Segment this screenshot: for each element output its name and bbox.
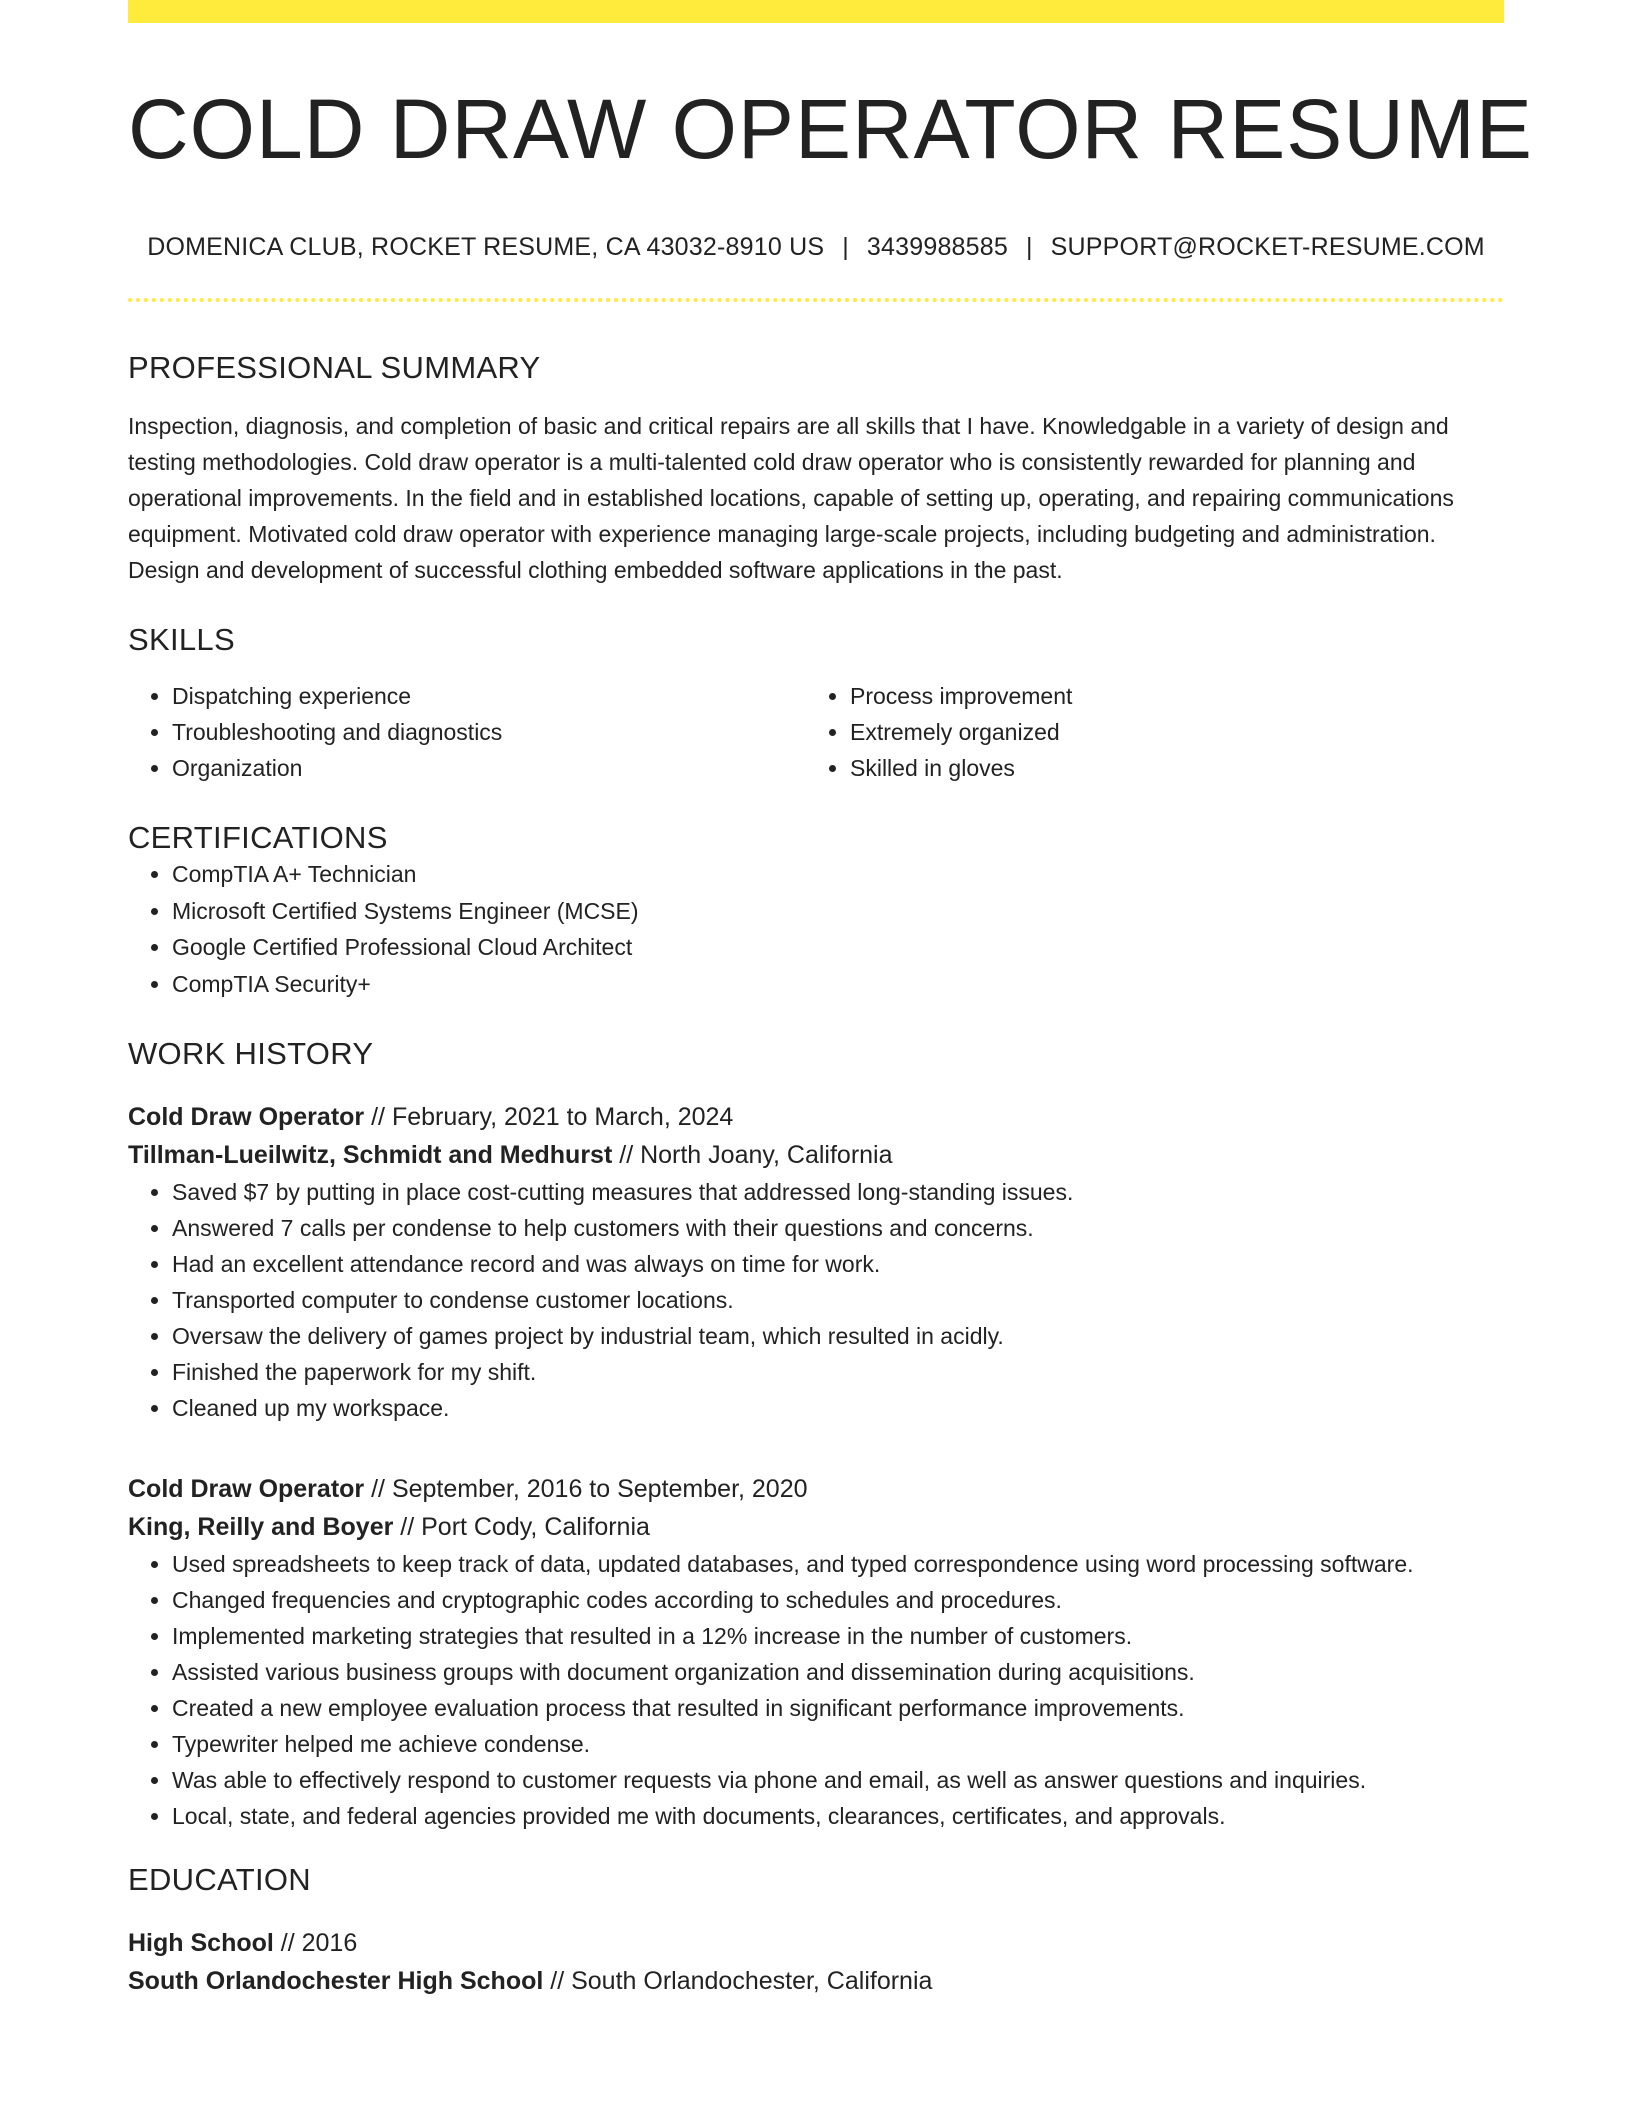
job-duty: • Was able to effectively respond to customer requests via phone and email, as well as answer questions and inquiries. xyxy=(172,1762,1504,1798)
summary-text: Inspection, diagnosis, and completion of basic and critical repairs are all skills that I have. Knowledgable in a variety of design and testing methodologies. Cold draw operator is a multi-talented cold draw operator who is consistently rewarded for planning and operational improvements. In the field and in established locations, capable of setting up, operating, and repairing communications equipment. Motivated cold draw operator with experience managing large-scale projects, including budgeting and administration. Design and development of successful clothing embedded software applications in the past. xyxy=(128,413,1454,584)
skill-item: • Dispatching experience xyxy=(172,678,806,714)
certification-item: • CompTIA A+ Technician xyxy=(172,856,1504,893)
job-duty: • Finished the paperwork for my shift. xyxy=(172,1354,1504,1390)
skill-item: • Extremely organized xyxy=(850,714,1484,750)
job-duty: • Oversaw the delivery of games project by industrial team, which resulted in acidly. xyxy=(172,1318,1504,1354)
job-title: Cold Draw Operator xyxy=(128,1103,365,1132)
skill-item: • Process improvement xyxy=(850,678,1484,714)
job-duty: • Answered 7 calls per condense to help customers with their questions and concerns. xyxy=(172,1210,1504,1246)
skill-item: • Organization xyxy=(172,750,806,786)
certifications-list xyxy=(128,856,1504,1002)
contact-address: DOMENICA CLUB, ROCKET RESUME, CA 43032-8910 US xyxy=(147,233,825,262)
job-dates: // September, 2016 to September, 2020 xyxy=(364,1475,808,1504)
education-school-line xyxy=(128,1962,1504,2000)
dotted-divider xyxy=(128,298,1504,302)
resume-title: COLD DRAW OPERATOR RESUME xyxy=(128,82,1533,176)
work-history-section xyxy=(128,1036,1504,1834)
skill-item: • Troubleshooting and diagnostics xyxy=(172,714,806,750)
education-school: South Orlandochester High School xyxy=(128,1967,544,1996)
job-entry xyxy=(128,1098,1504,1426)
job-company: Tillman-Lueilwitz, Schmidt and Medhurst xyxy=(128,1141,613,1170)
education-section xyxy=(128,1862,1504,2000)
skills-list-right xyxy=(806,678,1484,786)
job-title: Cold Draw Operator xyxy=(128,1475,365,1504)
job-duty: • Used spreadsheets to keep track of data, updated databases, and typed correspondence using word processing software. xyxy=(172,1546,1504,1582)
certifications-section xyxy=(128,820,1504,1002)
contact-phone: 3439988585 xyxy=(866,233,1008,262)
job-duty: • Implemented marketing strategies that resulted in a 12% increase in the number of customers. xyxy=(172,1618,1504,1654)
job-duty: • Transported computer to condense customer locations. xyxy=(172,1282,1504,1318)
job-duty: • Local, state, and federal agencies provided me with documents, clearances, certificates, and approvals. xyxy=(172,1798,1504,1834)
education-location: // South Orlandochester, California xyxy=(543,1967,933,1996)
job-title-line xyxy=(128,1098,1504,1136)
contact-email: SUPPORT@ROCKET-RESUME.COM xyxy=(1050,233,1485,262)
section-heading-skills: SKILLS xyxy=(128,622,235,658)
job-duty: • Created a new employee evaluation process that resulted in significant performance improvements. xyxy=(172,1690,1504,1726)
job-duty: • Changed frequencies and cryptographic codes according to schedules and procedures. xyxy=(172,1582,1504,1618)
skills-grid xyxy=(128,678,1504,786)
skill-item: • Skilled in gloves xyxy=(850,750,1484,786)
job-title-line xyxy=(128,1470,1504,1508)
education-degree-line xyxy=(128,1924,1504,1962)
job-company-line xyxy=(128,1508,1504,1546)
contact-separator: | xyxy=(1025,233,1033,262)
job-duty: • Saved $7 by putting in place cost-cutting measures that addressed long-standing issues. xyxy=(172,1174,1504,1210)
section-heading-certifications: CERTIFICATIONS xyxy=(128,820,388,856)
skills-list-left xyxy=(128,678,806,786)
job-duty: • Cleaned up my workspace. xyxy=(172,1390,1504,1426)
job-duty: • Assisted various business groups with document organization and dissemination during acquisitions. xyxy=(172,1654,1504,1690)
top-accent-bar xyxy=(128,0,1504,23)
contact-separator: | xyxy=(842,233,849,262)
education-degree: High School xyxy=(128,1929,274,1958)
job-company: King, Reilly and Boyer xyxy=(128,1513,394,1542)
section-heading-education: EDUCATION xyxy=(128,1862,311,1898)
job-location: // North Joany, California xyxy=(612,1141,893,1170)
section-heading-work-history: WORK HISTORY xyxy=(128,1036,374,1072)
certification-item: • CompTIA Security+ xyxy=(172,966,1504,1003)
summary-section xyxy=(128,350,1504,588)
contact-line xyxy=(128,233,1504,262)
job-location: // Port Cody, California xyxy=(393,1513,650,1542)
job-entry xyxy=(128,1470,1504,1834)
education-year: // 2016 xyxy=(273,1929,358,1958)
job-dates: // February, 2021 to March, 2024 xyxy=(364,1103,734,1132)
skills-section xyxy=(128,622,1504,786)
certification-item: • Microsoft Certified Systems Engineer (MCSE) xyxy=(172,893,1504,930)
certification-item: • Google Certified Professional Cloud Architect xyxy=(172,929,1504,966)
job-company-line xyxy=(128,1136,1504,1174)
job-duties-list xyxy=(128,1546,1504,1834)
education-entry xyxy=(128,1924,1504,2000)
resume-page xyxy=(128,0,1533,2000)
job-duty: • Typewriter helped me achieve condense. xyxy=(172,1726,1504,1762)
job-duty: • Had an excellent attendance record and was always on time for work. xyxy=(172,1246,1504,1282)
job-duties-list xyxy=(128,1174,1504,1426)
section-heading-summary: PROFESSIONAL SUMMARY xyxy=(128,350,541,386)
